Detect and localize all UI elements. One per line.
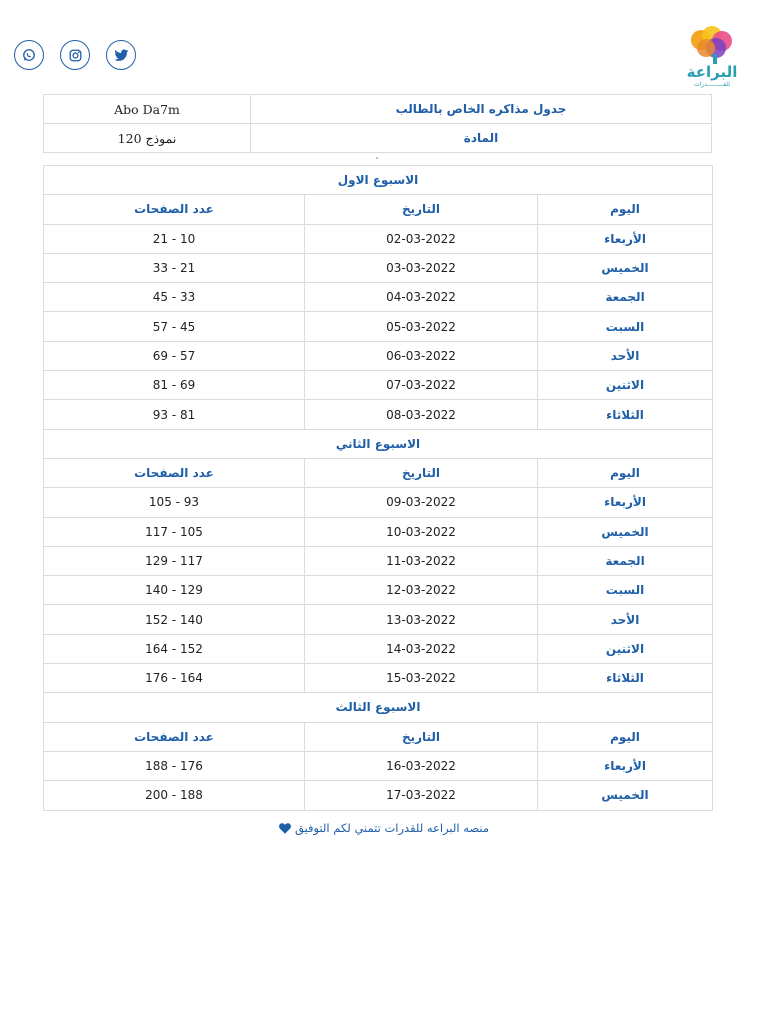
column-header-pages: عدد الصفحات	[44, 195, 305, 224]
pages-range: 105 - 93	[44, 488, 305, 517]
column-header-day: اليوم	[538, 195, 713, 224]
study-schedule-table	[43, 165, 713, 811]
day-name: الاثنين	[538, 634, 713, 663]
pages-range: 93 - 81	[44, 400, 305, 429]
day-name: الجمعة	[538, 546, 713, 575]
day-name: الخميس	[538, 781, 713, 810]
pages-range: 69 - 57	[44, 341, 305, 370]
table-row	[44, 283, 713, 312]
day-name: الأحد	[538, 341, 713, 370]
twitter-button[interactable]	[106, 40, 136, 70]
pages-range: 164 - 152	[44, 634, 305, 663]
day-name: السبت	[538, 312, 713, 341]
brain-logo-icon	[686, 26, 738, 66]
column-header-row	[44, 458, 713, 487]
study-date: 07-03-2022	[305, 371, 538, 400]
pages-range: 152 - 140	[44, 605, 305, 634]
pages-range: 188 - 176	[44, 751, 305, 780]
week-header-row	[44, 429, 713, 458]
day-name: الجمعة	[538, 283, 713, 312]
study-date: 17-03-2022	[305, 781, 538, 810]
study-date: 09-03-2022	[305, 488, 538, 517]
day-name: الأربعاء	[538, 488, 713, 517]
instagram-icon	[69, 49, 82, 62]
day-name: السبت	[538, 576, 713, 605]
schedule-title: جدول مذاكره الخاص بالطالب	[251, 95, 712, 124]
study-date: 06-03-2022	[305, 341, 538, 370]
column-header-date: التاريخ	[305, 722, 538, 751]
table-row	[44, 341, 713, 370]
table-row	[44, 605, 713, 634]
day-name: الثلاثاء	[538, 400, 713, 429]
table-row	[44, 781, 713, 810]
pages-range: 200 - 188	[44, 781, 305, 810]
table-row	[44, 576, 713, 605]
whatsapp-icon	[22, 48, 36, 62]
study-date: 12-03-2022	[305, 576, 538, 605]
day-name: الاثنين	[538, 371, 713, 400]
pages-range: 33 - 21	[44, 253, 305, 282]
week-title: الاسبوع الثاني	[44, 429, 713, 458]
pages-range: 140 - 129	[44, 576, 305, 605]
pages-range: 176 - 164	[44, 664, 305, 693]
day-name: الأحد	[538, 605, 713, 634]
study-date: 15-03-2022	[305, 664, 538, 693]
student-info-table	[43, 94, 712, 153]
subject-label: المادة	[251, 124, 712, 153]
table-row	[44, 664, 713, 693]
twitter-icon	[114, 49, 129, 62]
pages-range: 129 - 117	[44, 546, 305, 575]
table-row	[44, 634, 713, 663]
column-header-date: التاريخ	[305, 195, 538, 224]
column-header-row	[44, 722, 713, 751]
table-row	[44, 400, 713, 429]
column-header-day: اليوم	[538, 722, 713, 751]
pages-range: 117 - 105	[44, 517, 305, 546]
study-date: 14-03-2022	[305, 634, 538, 663]
study-date: 04-03-2022	[305, 283, 538, 312]
table-row	[44, 546, 713, 575]
study-date: 02-03-2022	[305, 224, 538, 253]
week-title: الاسبوع الاول	[44, 166, 713, 195]
pages-range: 21 - 10	[44, 224, 305, 253]
column-header-date: التاريخ	[305, 458, 538, 487]
logo-brand-text: البراعة	[686, 63, 738, 81]
heart-icon	[279, 823, 291, 837]
day-name: الخميس	[538, 253, 713, 282]
day-name: الخميس	[538, 517, 713, 546]
pages-range: 45 - 33	[44, 283, 305, 312]
study-date: 16-03-2022	[305, 751, 538, 780]
column-header-row	[44, 195, 713, 224]
week-header-row	[44, 166, 713, 195]
study-date: 13-03-2022	[305, 605, 538, 634]
subject-value: نموذج 120	[44, 124, 251, 153]
pages-range: 57 - 45	[44, 312, 305, 341]
column-header-pages: عدد الصفحات	[44, 458, 305, 487]
table-row	[44, 517, 713, 546]
study-date: 08-03-2022	[305, 400, 538, 429]
whatsapp-button[interactable]	[14, 40, 44, 70]
table-row	[44, 371, 713, 400]
footer-message	[0, 821, 768, 837]
brand-logo[interactable]	[686, 26, 738, 92]
pages-range: 81 - 69	[44, 371, 305, 400]
study-date: 11-03-2022	[305, 546, 538, 575]
table-row	[44, 312, 713, 341]
table-row	[44, 224, 713, 253]
week-title: الاسبوع الثالث	[44, 693, 713, 722]
student-name: Abo Da7m	[44, 95, 251, 124]
day-name: الثلاثاء	[538, 664, 713, 693]
day-name: الأربعاء	[538, 224, 713, 253]
separator-dot	[376, 157, 378, 159]
footer-text: منصه البراعه للقدرات تتمني لكم التوفيق	[294, 821, 490, 835]
table-row	[44, 253, 713, 282]
study-date: 05-03-2022	[305, 312, 538, 341]
column-header-pages: عدد الصفحات	[44, 722, 305, 751]
table-row	[44, 488, 713, 517]
study-date: 03-03-2022	[305, 253, 538, 282]
instagram-button[interactable]	[60, 40, 90, 70]
table-row	[44, 751, 713, 780]
week-header-row	[44, 693, 713, 722]
logo-tagline: للقـــــــــدرات	[693, 81, 731, 88]
column-header-day: اليوم	[538, 458, 713, 487]
day-name: الأربعاء	[538, 751, 713, 780]
study-date: 10-03-2022	[305, 517, 538, 546]
